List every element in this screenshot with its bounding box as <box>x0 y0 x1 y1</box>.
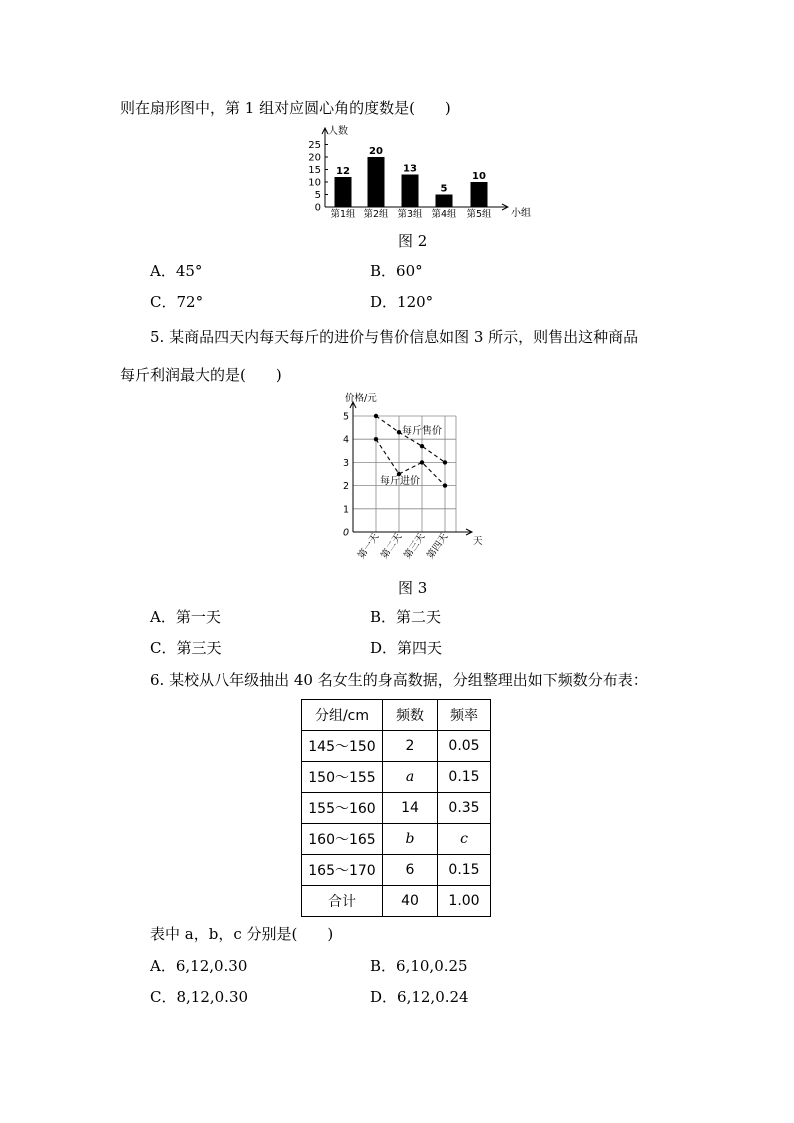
frequency-table <box>301 699 491 917</box>
y-axis-label: 价格/元 <box>345 393 377 404</box>
y-tick-label: 0 <box>342 527 349 539</box>
data-point <box>397 472 401 476</box>
y-tick-label: 2 <box>342 481 349 493</box>
data-point <box>420 460 424 464</box>
y-tick-label: 10 <box>308 177 321 189</box>
table-row <box>302 793 491 824</box>
x-tick-label: 第四天 <box>425 531 451 562</box>
series-label: 每斤售价 <box>402 426 442 437</box>
table-cell: 0.15 <box>438 762 491 793</box>
y-tick-label: 4 <box>342 434 349 446</box>
x-tick-label: 第三天 <box>402 531 428 562</box>
table-row <box>302 731 491 762</box>
table-cell: 165～170 <box>302 855 383 886</box>
q5-line-2: 每斤利润最大的是( ) <box>120 366 282 384</box>
data-point <box>420 444 424 448</box>
bar <box>436 195 453 208</box>
q6-option-c[interactable]: C．8,12,0.30 <box>150 988 249 1006</box>
table-cell: 0.35 <box>438 793 491 824</box>
x-tick-label: 第1组 <box>330 209 356 220</box>
bar <box>402 175 419 208</box>
x-axis-label: 天 <box>473 536 483 547</box>
table-cell: 160～165 <box>302 824 383 855</box>
data-label: 10 <box>472 171 486 182</box>
y-tick-label: 5 <box>314 190 321 201</box>
q6-option-b[interactable]: B．6,10,0.25 <box>370 957 468 975</box>
table-header-row <box>302 700 491 731</box>
x-axis-arrow <box>502 204 508 210</box>
data-label: 13 <box>403 163 417 175</box>
table-cell: 合计 <box>302 886 383 917</box>
data-point <box>374 437 378 441</box>
series-line <box>376 439 445 485</box>
table-cell: a <box>383 762 438 793</box>
table-row <box>302 886 491 917</box>
x-tick-label: 第4组 <box>431 209 457 220</box>
table-cell: 155～160 <box>302 793 383 824</box>
y-axis-arrow <box>322 128 328 134</box>
q5-option-a[interactable]: A．第一天 <box>150 608 221 626</box>
q5-option-d[interactable]: D．第四天 <box>370 639 443 657</box>
table-cell: c <box>438 824 491 855</box>
q6-text: 6. 某校从八年级抽出 40 名女生的身高数据，分组整理出如下频数分布表： <box>150 671 648 689</box>
table-cell: 0.15 <box>438 855 491 886</box>
figure-2-caption: 图 2 <box>398 232 428 250</box>
data-label: 5 <box>440 183 448 195</box>
table-header: 频数 <box>383 700 438 731</box>
table-header: 分组/cm <box>302 700 383 731</box>
table-cell: b <box>383 824 438 855</box>
series-label: 每斤进价 <box>380 476 420 487</box>
y-tick-label: 25 <box>308 140 321 151</box>
q4-option-c[interactable]: C．72° <box>150 293 204 311</box>
data-point <box>374 414 378 418</box>
series-line <box>376 416 445 462</box>
bar <box>335 177 352 207</box>
table-cell: 0.05 <box>438 731 491 762</box>
q6-option-a[interactable]: A．6,12,0.30 <box>150 957 248 975</box>
x-tick-label: 第5组 <box>466 209 492 220</box>
x-tick-label: 第3组 <box>397 209 423 220</box>
y-tick-label: 3 <box>342 457 349 469</box>
x-tick-label: 第一天 <box>356 531 382 562</box>
data-label: 20 <box>369 146 383 157</box>
y-tick-label: 1 <box>342 504 349 516</box>
q4-option-b[interactable]: B．60° <box>370 262 423 280</box>
q5-line-1: 5. 某商品四天内每天每斤的进价与售价信息如图 3 所示，则售出这种商品 <box>150 328 639 346</box>
q6-option-d[interactable]: D．6,12,0.24 <box>370 988 469 1006</box>
y-axis-label: 人数 <box>328 126 348 137</box>
table-row <box>302 824 491 855</box>
q5-option-c[interactable]: C．第三天 <box>150 639 222 657</box>
table-cell: 6 <box>383 855 438 886</box>
x-tick-label: 第2组 <box>363 209 389 220</box>
table-header: 频率 <box>438 700 491 731</box>
y-tick-label: 5 <box>342 411 349 423</box>
table-row <box>302 855 491 886</box>
figure-3-caption: 图 3 <box>398 579 428 597</box>
x-tick-label: 第二天 <box>379 531 405 562</box>
x-axis-arrow <box>466 529 472 535</box>
table-cell: 150～155 <box>302 762 383 793</box>
data-label: 12 <box>336 166 350 177</box>
table-row <box>302 762 491 793</box>
table-cell: 145～150 <box>302 731 383 762</box>
table-cell: 1.00 <box>438 886 491 917</box>
q4-option-a[interactable]: A．45° <box>150 262 203 280</box>
q5-option-b[interactable]: B．第二天 <box>370 608 442 626</box>
bar <box>471 182 488 207</box>
data-point <box>443 483 447 487</box>
y-tick-label: 0 <box>314 202 321 214</box>
y-axis-arrow <box>350 402 356 408</box>
x-axis-label: 小组 <box>511 208 531 219</box>
table-cell: 40 <box>383 886 438 917</box>
data-point <box>397 430 401 434</box>
q6-question: 表中 a，b，c 分别是( ) <box>150 925 334 943</box>
data-point <box>443 460 447 464</box>
bar <box>368 157 385 207</box>
table-cell: 14 <box>383 793 438 824</box>
q4-text: 则在扇形图中，第 1 组对应圆心角的度数是( ) <box>120 99 451 117</box>
y-tick-label: 20 <box>308 152 321 164</box>
table-cell: 2 <box>383 731 438 762</box>
y-tick-label: 15 <box>308 165 321 176</box>
q4-option-d[interactable]: D．120° <box>370 293 434 311</box>
